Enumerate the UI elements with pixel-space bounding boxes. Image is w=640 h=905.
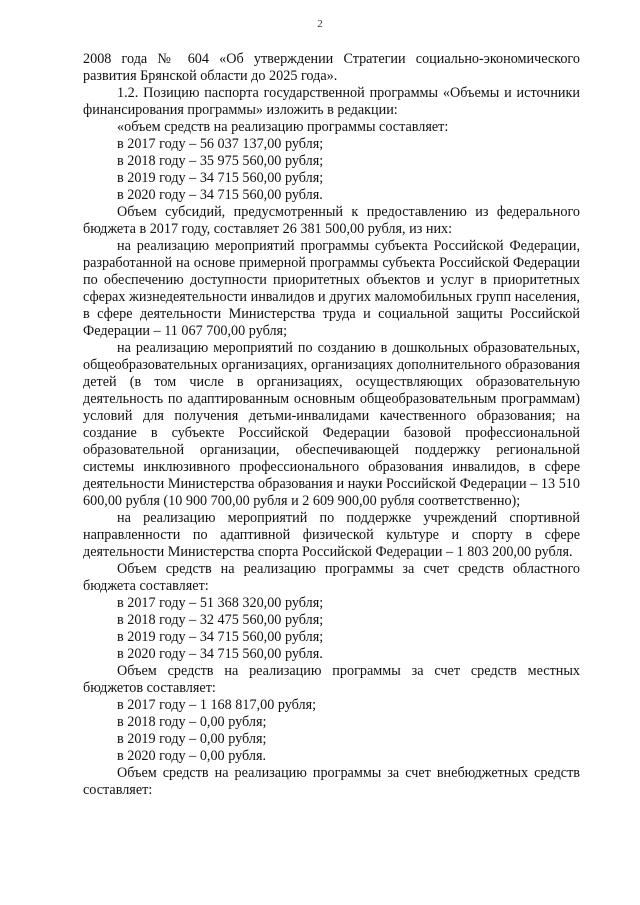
paragraph: на реализацию мероприятий по поддержке учреждений спортивной направленности по адаптивной физической культуре и спорту в сфере деятельности Министерства спорта Российской Федерации – 1 803 200,00 рубля. [83,510,580,560]
paragraph: на реализацию мероприятий программы субъекта Российской Федерации, разработанной на основе примерной программы субъекта Российской Федерации по обеспечению доступности приоритетных объектов и услуг в приоритетных сферах жизнедеятельности инвалидов и других маломобильных групп населения, в сфере деятельности Министерства труда и социальной защиты Российской Федерации – 11 067 700,00 рубля; [83,238,580,339]
list-item: в 2018 году – 0,00 рубля; [117,714,267,730]
paragraph: «объем средств на реализацию программы составляет: [117,119,449,135]
paragraph: Объем средств на реализацию программы за счет средств местных бюджетов составляет: [83,663,580,696]
list-item: в 2019 году – 34 715 560,00 рубля; [117,170,324,186]
paragraph: Объем средств на реализацию программы за счет внебюджетных средств составляет: [83,765,580,798]
paragraph: Объем средств на реализацию программы за счет средств областного бюджета составляет: [83,561,580,594]
list-item: в 2020 году – 34 715 560,00 рубля. [117,646,323,662]
paragraph: 2008 года № 604 «Об утверждении Стратегии социально-экономического развития Брянской области до 2025 года». [83,51,580,84]
list-item: в 2019 году – 34 715 560,00 рубля; [117,629,324,645]
list-item: в 2020 году – 0,00 рубля. [117,748,267,764]
paragraph: на реализацию мероприятий по созданию в дошкольных образовательных, общеобразовательных организациях, организациях дополнительного образования детей (в том числе в организациях, осуществляющих образовательную деятельность по адаптированным основным общеобразовательным программам) условий для получения детьми-инвалидами качественного образования; на создание в субъекте Российской Федерации базовой профессиональной образовательной организации, обеспечивающей поддержку региональной системы инклюзивного профессионального образования инвалидов, в сфере деятельности Министерства образования и науки Российской Федерации – 13 510 600,00 рубля (10 900 700,00 рубля и 2 609 900,00 рубля соответственно); [83,340,580,509]
document-body [83,51,580,799]
paragraph: Объем субсидий, предусмотренный к предоставлению из федерального бюджета в 2017 году, составляет 26 381 500,00 рубля, из них: [83,204,580,237]
list-item: в 2019 году – 0,00 рубля; [117,731,267,747]
list-item: в 2017 году – 56 037 137,00 рубля; [117,136,324,152]
paragraph: 1.2. Позицию паспорта государственной программы «Объемы и источники финансирования программы» изложить в редакции: [83,85,580,118]
list-item: в 2018 году – 35 975 560,00 рубля; [117,153,324,169]
list-item: в 2020 году – 34 715 560,00 рубля. [117,187,323,203]
list-item: в 2017 году – 1 168 817,00 рубля; [117,697,317,713]
list-item: в 2017 году – 51 368 320,00 рубля; [117,595,324,611]
page-number: 2 [317,18,323,30]
list-item: в 2018 году – 32 475 560,00 рубля; [117,612,324,628]
